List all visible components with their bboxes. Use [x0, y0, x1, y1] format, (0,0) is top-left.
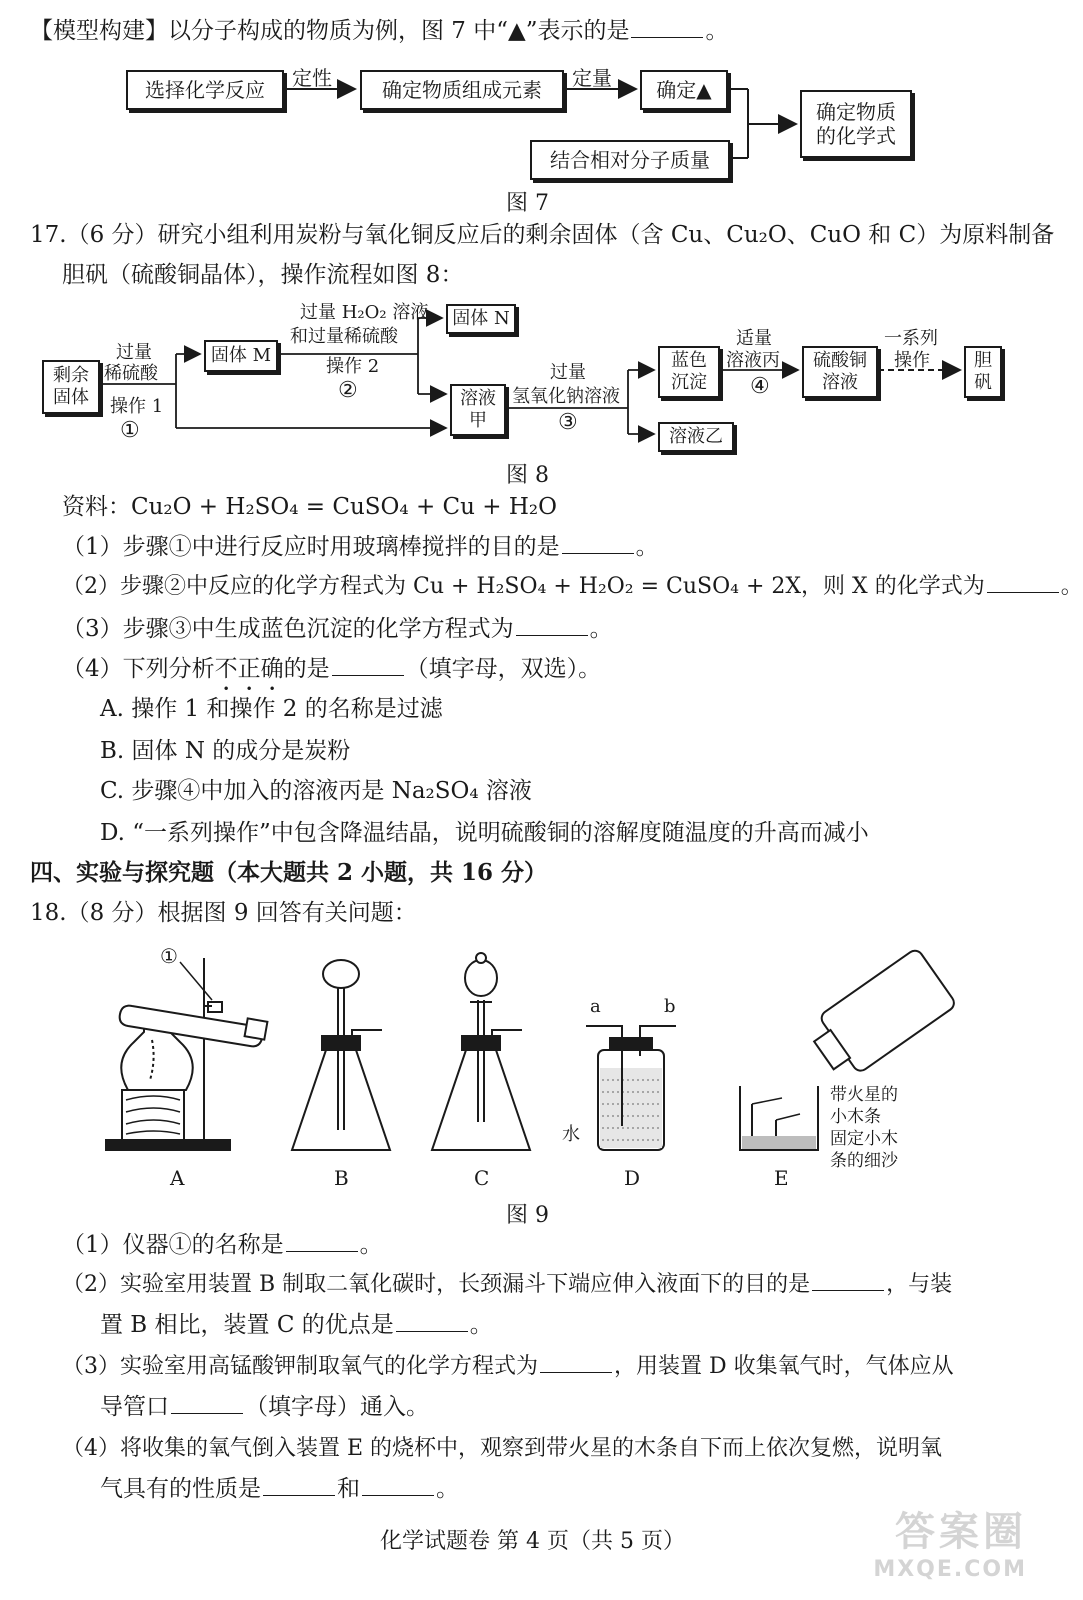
q17-4-pre: （4）下列分析	[62, 656, 215, 682]
fig8-box-solid-n: 固体 N	[446, 304, 516, 334]
fig8-box-residue	[42, 360, 100, 414]
q18-4-blank1[interactable]	[263, 1473, 335, 1496]
fig8-a2-bot: 操作 2	[326, 356, 380, 377]
fig7-caption: 图 7	[506, 191, 549, 216]
fig9-label-b: B	[334, 1166, 349, 1190]
q17-intro-l2: 胆矾（硫酸铜晶体），操作流程如图 8：	[62, 262, 464, 288]
fig9-label-d: D	[624, 1166, 641, 1190]
q18-3-line2	[100, 1390, 1037, 1424]
watermark-l1: 答案圈	[895, 1509, 1027, 1555]
fig8-a4-top1: 适量	[736, 328, 772, 349]
fig8-sola-l2: 甲	[469, 410, 487, 431]
fig7-box-molar-mass: 结合相对分子质量	[530, 140, 730, 180]
fig8-a2-top1: 过量 H₂O₂ 溶液	[300, 302, 429, 323]
q18-3-text-d: （填字母）通入。	[245, 1394, 429, 1420]
fig8-box-solid-m: 固体 M	[204, 340, 278, 372]
q18-3-line1	[62, 1350, 1037, 1384]
fig8-a2-circ: ②	[338, 378, 358, 403]
fig9-label-c: C	[474, 1166, 490, 1190]
fig8-a1-bot: 操作 1	[110, 396, 164, 417]
fig8-a1-top2: 稀硫酸	[104, 363, 158, 384]
apparatus-b	[292, 960, 390, 1150]
fig8-cuso4-l2: 溶液	[822, 372, 858, 393]
fig9-e-l2: 小木条	[830, 1107, 881, 1127]
q18-4-blank2[interactable]	[362, 1473, 434, 1496]
page-footer: 化学试题卷 第 4 页（共 5 页）	[380, 1529, 685, 1554]
fig9-e-l1: 带火星的	[830, 1085, 898, 1105]
q17-4-post: （填字母，双选）。	[405, 656, 602, 682]
fig9-apparatus	[0, 940, 1057, 1200]
fig9-port-b: b	[664, 996, 676, 1017]
fig9-water: 水	[562, 1124, 580, 1145]
q18-1-end: 。	[359, 1232, 383, 1258]
fig8-residue-l2: 固体	[53, 387, 89, 408]
fig8-a3-top1: 过量	[550, 362, 586, 383]
watermark	[873, 1500, 1027, 1582]
q17-4-line	[62, 652, 1037, 696]
fig9-e-l3: 固定小木	[830, 1129, 898, 1149]
q18-3-blank2[interactable]	[171, 1391, 243, 1414]
q17-4-blank[interactable]	[332, 653, 404, 676]
fig8-box-blue-vitriol	[964, 346, 1002, 398]
q16-model-text: 【模型构建】以分子构成的物质为例，图 7 中“▲”表示的是	[30, 18, 630, 44]
q18-intro: 18.（8 分）根据图 9 回答有关问题：	[30, 900, 417, 926]
q18-4-text-c: 。	[436, 1476, 459, 1502]
fig8-a3-circ: ③	[558, 410, 578, 435]
q17-option-c: C. 步骤④中加入的溶液丙是 Na₂SO₄ 溶液	[100, 778, 532, 804]
q18-4-text-a: 气具有的性质是	[100, 1476, 261, 1502]
q18-3-blank1[interactable]	[540, 1350, 612, 1373]
q17-info: 资料：Cu₂O + H₂SO₄ = CuSO₄ + Cu + H₂O	[62, 494, 557, 520]
q17-option-a: A. 操作 1 和操作 2 的名称是过滤	[100, 696, 443, 722]
q18-4-text-b: 和	[337, 1476, 360, 1502]
fig8-a1-circ: ①	[120, 418, 140, 443]
fig9-e-l4: 条的细沙	[830, 1151, 898, 1171]
q18-3-text-c: 导管口	[100, 1394, 169, 1420]
q18-3-text-b: ，用装置 D 收集氧气时，气体应从	[614, 1354, 954, 1379]
section-4-heading: 四、实验与探究题（本大题共 2 小题，共 16 分）	[30, 859, 548, 886]
q18-2-text-d: 。	[469, 1312, 493, 1338]
fig9-label-a: A	[170, 1166, 185, 1190]
fig8-a5-top1: 一系列	[884, 328, 938, 349]
q18-1-text: （1）仪器①的名称是	[62, 1232, 284, 1258]
q18-2-text-b: ，与装	[886, 1272, 953, 1297]
q18-1-blank[interactable]	[286, 1229, 358, 1252]
fig9-port-a: a	[590, 996, 601, 1017]
fig8-a5-top2: 操作	[894, 350, 930, 371]
fig7-box-select-reaction: 选择化学反应	[126, 70, 284, 110]
fig9-label-e: E	[774, 1166, 789, 1190]
q17-1-text: （1）步骤①中进行反应时用玻璃棒搅拌的目的是	[62, 534, 560, 560]
fig7-arrow2-label: 定量	[572, 66, 612, 90]
q17-3-line	[62, 612, 1037, 646]
q17-intro-l1: 17.（6 分）研究小组利用炭粉与氧化铜反应后的剩余固体（含 Cu、Cu₂O、CuO 和 C）为原料制备	[30, 222, 1055, 248]
fig8-end-l1: 胆	[974, 350, 992, 371]
q17-3-blank[interactable]	[516, 613, 588, 636]
fig7-box-formula-l1: 确定物质	[816, 100, 896, 124]
q18-4-line1: （4）将收集的氧气倒入装置 E 的烧杯中，观察到带火星的木条自下而上依次复燃，说明氧	[62, 1436, 943, 1461]
fig8-blue-l2: 沉淀	[671, 372, 707, 393]
fig8-box-solution-a	[450, 384, 506, 436]
q18-2-line2	[100, 1308, 1037, 1342]
q17-2-line	[62, 570, 1083, 604]
q18-2-blank2[interactable]	[396, 1309, 468, 1332]
fig9-circ-1: ①	[160, 944, 178, 968]
fig9-e-labels	[830, 1084, 898, 1172]
q17-4-emphasis: 不正确	[214, 656, 284, 682]
q18-2-text-a: （2）实验室用装置 B 制取二氧化碳时，长颈漏斗下端应伸入液面下的目的是	[62, 1272, 811, 1297]
fig8-a4-top2: 溶液丙	[726, 350, 780, 371]
fig8-end-l2: 矾	[974, 372, 992, 393]
apparatus-c	[432, 953, 530, 1150]
fig7-box-formula	[800, 90, 912, 158]
fig8-caption: 图 8	[506, 463, 549, 488]
fig8-box-solution-b: 溶液乙	[658, 422, 734, 452]
fig9-caption: 图 9	[506, 1203, 549, 1228]
fig8-sola-l1: 溶液	[460, 388, 496, 409]
fig8-a4-circ: ④	[750, 374, 770, 399]
fig8-residue-l1: 剩余	[53, 365, 89, 386]
apparatus-a	[106, 958, 267, 1150]
fig8-box-cuso4	[802, 346, 878, 398]
q18-3-text-a: （3）实验室用高锰酸钾制取氧气的化学方程式为	[62, 1354, 538, 1379]
q17-1-line	[62, 530, 1037, 564]
q18-2-line1	[62, 1268, 1037, 1302]
watermark-l2: MXQE.COM	[873, 1557, 1027, 1582]
fig8-box-blue-precip	[658, 346, 720, 398]
q17-4-mid: 的是	[283, 656, 330, 682]
q18-2-blank1[interactable]	[812, 1268, 884, 1291]
q17-1-end: 。	[635, 534, 659, 560]
fig7-arrow1-label: 定性	[292, 66, 332, 90]
q17-3-text: （3）步骤③中生成蓝色沉淀的化学方程式为	[62, 616, 514, 642]
fig8-cuso4-l1: 硫酸铜	[813, 350, 867, 371]
fig8-a2-top2: 和过量稀硫酸	[290, 326, 398, 347]
q17-option-d: D. “一系列操作”中包含降温结晶，说明硫酸铜的溶解度随温度的升高而减小	[100, 820, 869, 846]
q17-2-blank[interactable]	[987, 570, 1059, 593]
q17-1-blank[interactable]	[562, 531, 634, 554]
fig8-a1-top1: 过量	[116, 342, 152, 363]
q17-2-end: 。	[1060, 574, 1083, 599]
fig8-arrows	[0, 290, 1057, 470]
q18-2-text-c: 置 B 相比，装置 C 的优点是	[100, 1312, 394, 1338]
fig7-box-determine: 确定▲	[640, 70, 728, 110]
fig8-a3-top2: 氢氧化钠溶液	[512, 386, 620, 407]
q17-2-text: （2）步骤②中反应的化学方程式为 Cu + H₂SO₄ + H₂O₂ = CuSO₄ + 2X，则 X 的化学式为	[62, 574, 985, 599]
fig7-box-elements: 确定物质组成元素	[360, 70, 564, 110]
apparatus-d	[586, 1026, 676, 1150]
q16-end: 。	[705, 18, 729, 44]
fig7-box-formula-l2: 的化学式	[816, 124, 896, 148]
q17-option-b: B. 固体 N 的成分是炭粉	[100, 738, 351, 764]
q18-1-line	[62, 1228, 1037, 1262]
fig8-blue-l1: 蓝色	[671, 350, 707, 371]
q17-3-end: 。	[589, 616, 613, 642]
